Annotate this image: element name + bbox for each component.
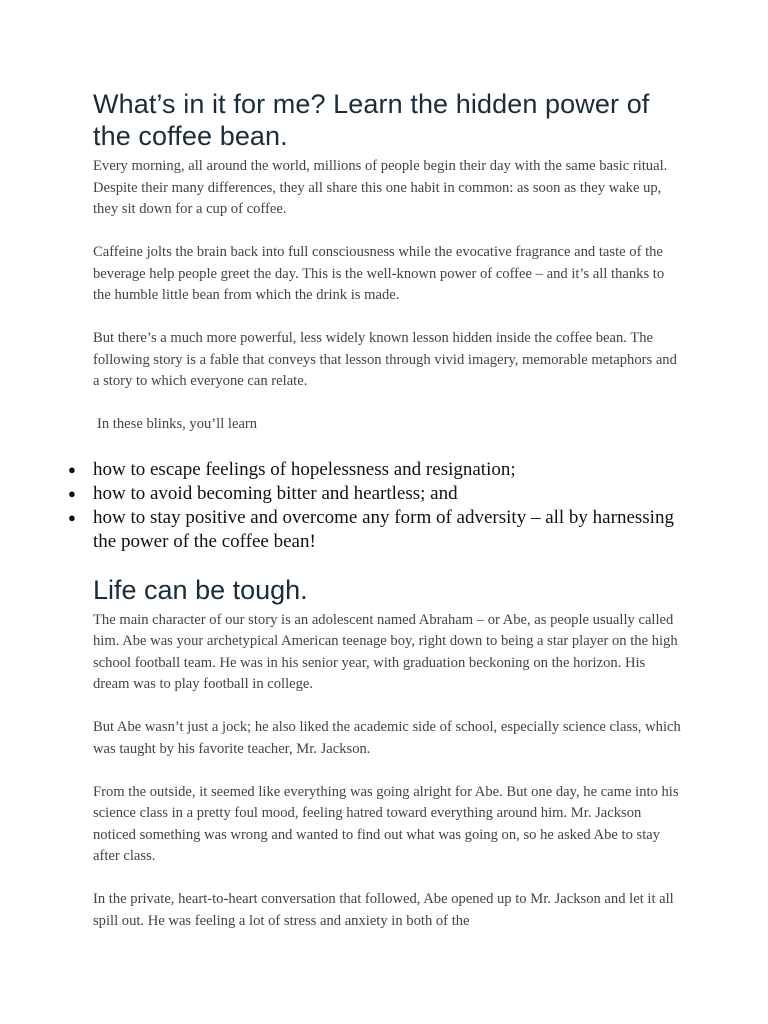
bullet-icon: ● [68, 461, 76, 477]
list-item-text: how to escape feelings of hopelessness and resignation; [93, 458, 516, 480]
life-paragraph-2: But Abe wasn’t just a jock; he also liked the academic side of school, especially science class, which was taught by his favorite teacher, Mr. Jackson. [93, 719, 681, 757]
life-paragraph-4: In the private, heart-to-heart conversation that followed, Abe opened up to Mr. Jackson and let it all spill out. He was feeling a lot of stress and anxiety in both of the [93, 891, 674, 929]
list-item [68, 458, 683, 482]
list-item-text: how to avoid becoming bitter and heartless; and [93, 482, 458, 504]
list-intro: In these blinks, you’ll learn [97, 416, 258, 432]
list-item [68, 506, 683, 554]
section-title-intro: What’s in it for me? Learn the hidden power of the coffee bean. [93, 89, 650, 151]
bullet-icon: ● [68, 485, 76, 501]
intro-paragraph-3: But there’s a much more powerful, less widely known lesson hidden inside the coffee bean. The following story is a fable that conveys that lesson through vivid imagery, memorable metaphors and a story to which everyone can relate. [93, 330, 677, 389]
learning-list [68, 458, 683, 554]
list-item [68, 482, 683, 506]
document-page [68, 88, 683, 932]
intro-paragraph-1: Every morning, all around the world, millions of people begin their day with the same basic ritual. Despite their many differences, they all share this one habit in common: as soon as they wake up, they sit down for a cup of coffee. [93, 158, 668, 217]
list-item-text: how to stay positive and overcome any form of adversity – all by harnessing the power of the coffee bean! [93, 506, 674, 552]
section-title-life: Life can be tough. [93, 574, 308, 605]
bullet-icon: ● [68, 509, 76, 525]
life-paragraph-1: The main character of our story is an adolescent named Abraham – or Abe, as people usually called him. Abe was your archetypical American teenage boy, right down to being a star player on the high school football team. He was in his senior year, with graduation beckoning on the horizon. His dream was to play football in college. [93, 611, 678, 692]
intro-paragraph-2: Caffeine jolts the brain back into full consciousness while the evocative fragrance and taste of the beverage help people greet the day. This is the well-known power of coffee – and it’s all thanks to the humble little bean from which the drink is made. [93, 244, 665, 303]
life-paragraph-3: From the outside, it seemed like everything was going alright for Abe. But one day, he came into his science class in a pretty foul mood, feeling hatred toward everything around him. Mr. Jackson noticed something was wrong and wanted to find out what was going on, so he asked Abe to stay after class. [93, 783, 679, 864]
